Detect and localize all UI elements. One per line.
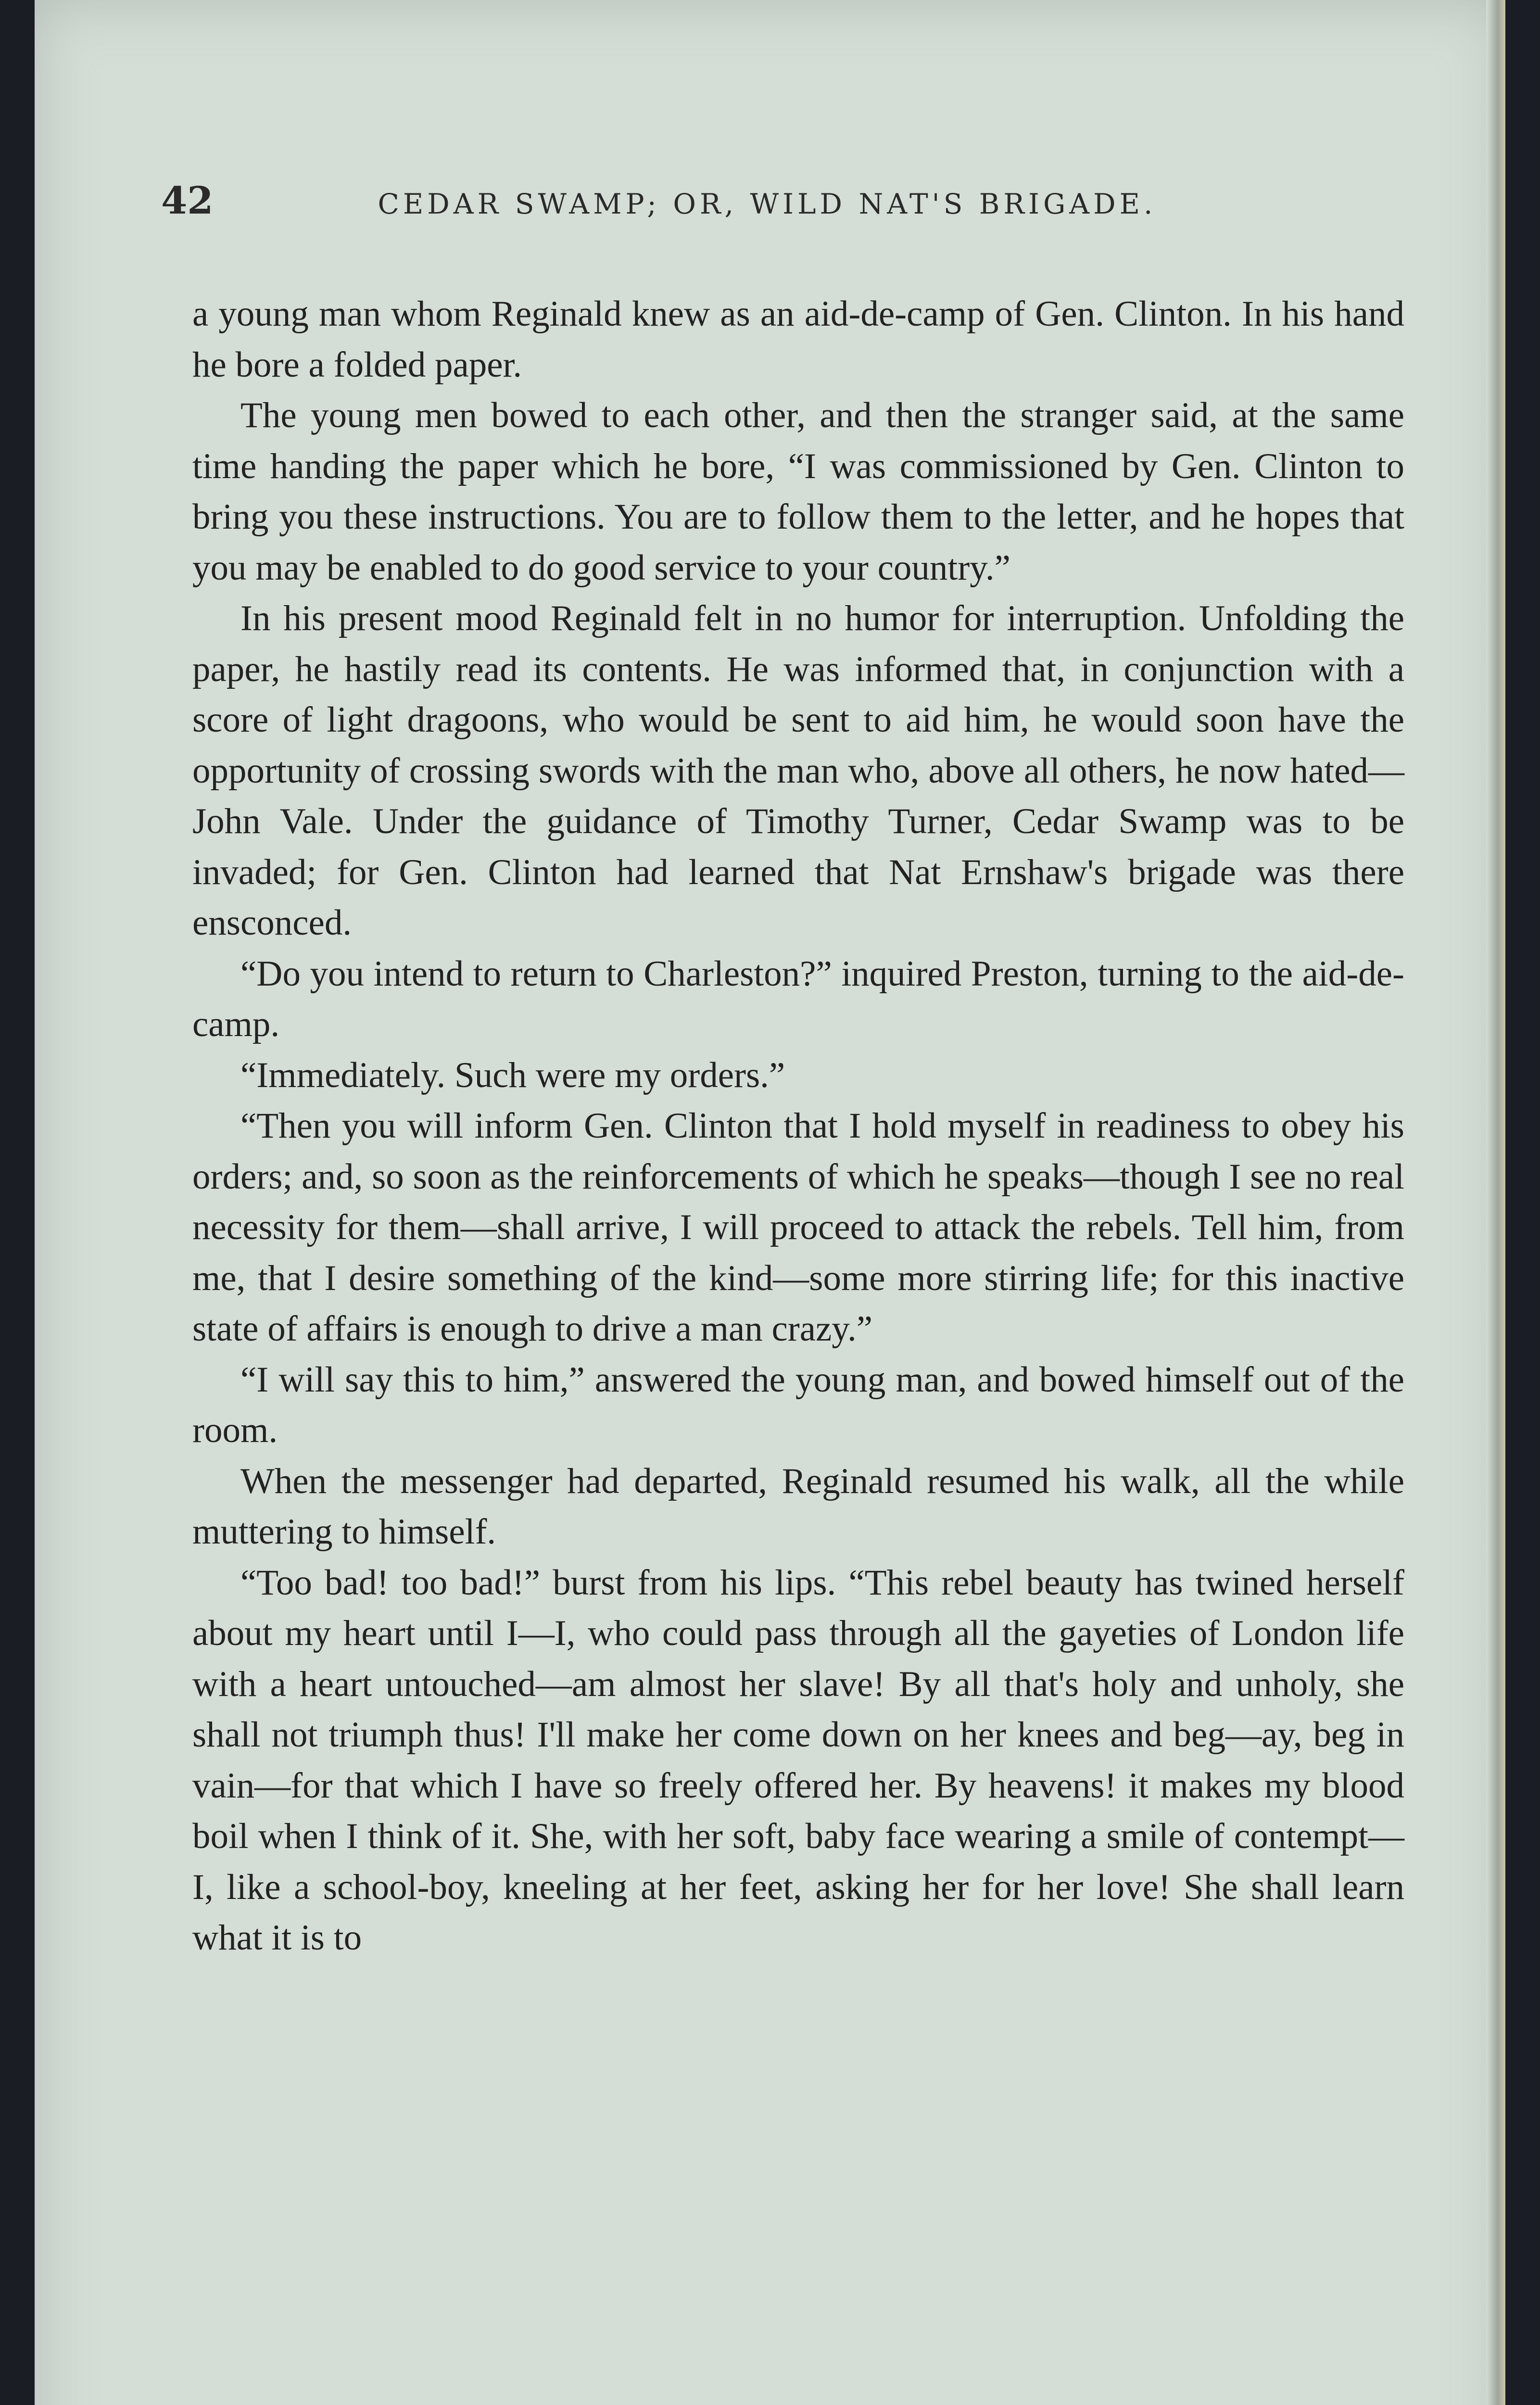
paragraph: “Do you intend to return to Charleston?” inquired Preston, turning to the aid-de-camp. [192, 953, 1404, 1044]
page-number: 42 [161, 179, 214, 223]
paragraph: The young men bowed to each other, and then the stranger said, at the same time handing the paper which he bore, “I was commissioned by Gen. Clinton to bring you these instructions. You are to follow them to the letter, and he hopes that you may be enabled to do good service to your country.” [192, 395, 1404, 588]
paragraph: “Then you will inform Gen. Clinton that I hold myself in readiness to obey his orders; and, so soon as the reinforcements of which he speaks—though I see no real necessity for them—shall arrive, I will proceed to attack the rebels. Tell him, from me, that I desire something of the kind—some more stirring life; for this inactive state of affairs is enough to drive a man crazy.” [192, 1106, 1404, 1349]
paragraph: a young man whom Reginald knew as an aid-de-camp of Gen. Clinton. In his hand he bore a folded paper. [192, 294, 1404, 385]
page-header [161, 179, 1349, 237]
paragraph: In his present mood Reginald felt in no humor for interruption. Unfolding the paper, he hastily read its contents. He was informed that, in conjunction with a score of light dragoons, who would be sent to aid him, he would soon have the opportunity of crossing swords with the man who, above all others, he now hated—John Vale. Under the guidance of Timothy Turner, Cedar Swamp was to be invaded; for Gen. Clinton had learned that Nat Ernshaw's brigade was there ensconced. [192, 598, 1404, 943]
paragraph: “Immediately. Such were my orders.” [240, 1055, 785, 1095]
paragraph: “Too bad! too bad!” burst from his lips. “This rebel beauty has twined herself about my heart until I—I, who could pass through all the gayeties of London life with a heart untouched—am almost her slave! By all that's holy and unholy, she shall not triumph thus! I'll make her come down on her knees and beg—ay, beg in vain—for that which I have so freely offered her. By heavens! it makes my blood boil when I think of it. She, with her soft, baby face wearing a smile of contempt—I, like a school-boy, kneeling at her feet, asking her for her love! She shall learn what it is to [192, 1562, 1404, 1958]
body-text [192, 289, 1404, 1963]
paragraph: When the messenger had departed, Reginald resumed his walk, all the while muttering to himself. [192, 1461, 1404, 1552]
page-binding-edge [1486, 0, 1505, 2405]
running-title: CEDAR SWAMP; OR, WILD NAT'S BRIGADE. [378, 188, 1157, 220]
paragraph: “I will say this to him,” answered the young man, and bowed himself out of the room. [192, 1359, 1404, 1450]
